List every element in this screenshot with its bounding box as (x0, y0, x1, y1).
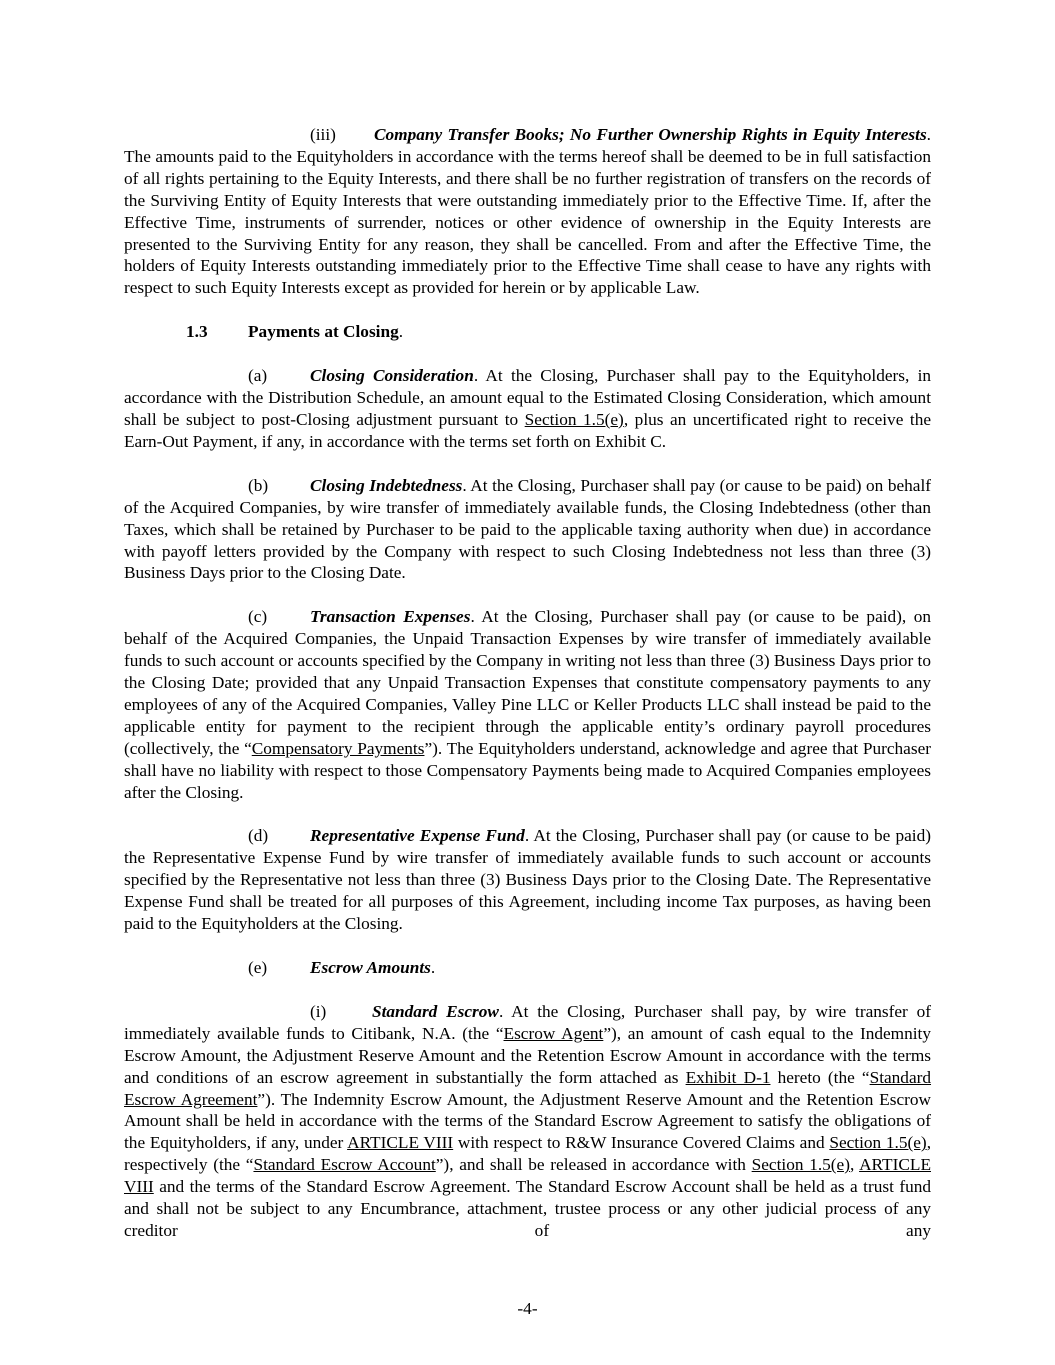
defined-term: Escrow Agent (503, 1023, 604, 1043)
document-body (124, 124, 931, 1242)
paragraph-heading: Transaction Expenses (310, 607, 471, 627)
page-number: -4- (517, 1299, 538, 1318)
section-title: Payments at Closing (248, 322, 399, 342)
paragraph-b (124, 475, 931, 585)
cross-reference-link: Section 1.5(e) (524, 409, 624, 429)
paragraph-a: (a) Closing Consideration. At the Closing, Purchaser shall pay to the Equityholders, in accordance with the Distribution Schedule, an amount equal to the Estimated Closing Consideration, which amount shall be subject to post-Closing adjustment pursuant to Section 1.5(e), plus an uncertificated right to receive the Earn-Out Payment, if any, in accordance with the terms set forth on Exhibit C. (124, 366, 932, 451)
paragraph-heading: Closing Indebtedness (310, 475, 463, 495)
paragraph-e-i: (i) Standard Escrow. At the Closing, Purchaser shall pay, by wire transfer of immediately available funds to Citibank, N.A. (the “Escrow Agent”), an amount of cash equal to the Indemnity Escrow Amount, the Adjustment Reserve Amount and the Retention Escrow Amount in accordance with the terms and conditions of an escrow agreement in substantially the form attached as Exhibit D-1 hereto (the “Standard Escrow Agreement”). The Indemnity Escrow Amount, the Adjustment Reserve Amount and the Retention Escrow Amount shall be held in accordance with the terms of the Standard Escrow Agreement to satisfy the obligations of the Equityholders, if any, under ARTICLE VIII with respect to R&W Insurance Covered Claims and Section 1.5(e), respectively (the “Standard Escrow Account”), and shall be released in accordance with Section 1.5(e), ARTICLE VIII and the terms of the Standard Escrow Agreement. The Standard Escrow Account shall be held as a trust fund and shall not be subject to any Encumbrance, attachment, trustee process or any other judicial process of any creditor of any (124, 1001, 932, 1240)
cross-reference-link: Section 1.5(e) (829, 1133, 927, 1153)
paragraph-e: (e) Escrow Amounts. (248, 958, 436, 977)
paragraph-heading: Company Transfer Books; No Further Ownership Rights in Equity Interests (374, 125, 927, 144)
paragraph-text: . The amounts paid to the Equityholders in accordance with the terms hereof shall be deemed to be in full satisfaction of all rights pertaining to the Equity Interests, and there shall be no further registration of transfers on the records of the Surviving Entity of Equity Interests that were outstanding immediately prior to the Effective Time. If, after the Effective Time, instruments of surrender, notices or other evidence of ownership in the Equity Interests are presented to the Surviving Entity for any reason, they shall be cancelled. From and after the Effective Time, the holders of Equity Interests outstanding immediately prior to the Effective Time shall cease to have any rights with respect to such Equity Interests except as provided for herein or by applicable Law. (124, 125, 931, 298)
paragraph-c: (c) Transaction Expenses. At the Closing, Purchaser shall pay (or cause to be paid), on behalf of the Acquired Companies, the Unpaid Transaction Expenses by wire transfer of immediately available funds to such account or accounts specified by the Company in writing not less than three (3) Business Days prior to the Closing Date; provided that any Unpaid Transaction Expenses that constitute compensatory payments to any employees of any of the Acquired Companies, Valley Pine LLC or Keller Products LLC shall instead be paid to the applicable entity for payment to the recipient through the applicable entity’s ordinary payroll procedures (collectively, the “Compensatory Payments”). The Equityholders understand, acknowledge and agree that Purchaser shall have no liability with respect to those Compensatory Payments being made to Acquired Companies employees after the Closing. (124, 607, 932, 802)
cross-reference-link: ARTICLE VIII (124, 1155, 931, 1197)
defined-term: Compensatory Payments (251, 738, 425, 758)
cross-reference-link: Exhibit D-1 (685, 1067, 771, 1087)
paragraph-label: (e) (248, 958, 268, 977)
paragraph-label: (d) (248, 826, 269, 846)
paragraph-heading: Closing Consideration (310, 366, 474, 386)
paragraph-label: (b) (248, 475, 269, 495)
paragraph-heading: Standard Escrow (372, 1001, 499, 1021)
paragraph-heading: Representative Expense Fund (310, 826, 525, 846)
cross-reference-link: Section 1.5(e) (751, 1155, 850, 1175)
paragraph-label: (a) (248, 366, 268, 386)
section-heading-1-3: 1.3 Payments at Closing. (186, 322, 404, 342)
paragraph-label: (i) (310, 1001, 327, 1021)
paragraph-label: (c) (248, 607, 268, 627)
cross-reference-link: ARTICLE VIII (347, 1133, 454, 1153)
defined-term: Standard Escrow Agreement (124, 1067, 932, 1109)
defined-term: Standard Escrow Account (253, 1155, 436, 1175)
paragraph-text: . At the Closing, Purchaser shall pay (or cause to be paid) on behalf of the Acquired Companies, by wire transfer of immediately available funds, the Closing Indebtedness (other than Taxes, which shall be retained by Purchaser to be paid to the applicable taxing authority when due) in accordance with payoff letters provided by the Company with respect to such Closing Indebtedness not less than three (3) Business Days prior to the Closing Date. (124, 475, 931, 583)
paragraph-d (124, 825, 931, 935)
paragraph-heading: Escrow Amounts (310, 958, 431, 977)
paragraph-label: (iii) (310, 125, 336, 144)
paragraph-iii (124, 124, 931, 299)
paragraph-text: . At the Closing, Purchaser shall pay (or cause to be paid) the Representative Expense Fund by wire transfer of immediately available funds to such account or accounts specified by the Representative not less than three (3) Business Days prior to the Closing Date. The Representative Expense Fund shall be treated for all purposes of this Agreement, including income Tax purposes, as having been paid to the Equityholders at the Closing. (124, 826, 931, 934)
section-number: 1.3 (186, 322, 208, 342)
